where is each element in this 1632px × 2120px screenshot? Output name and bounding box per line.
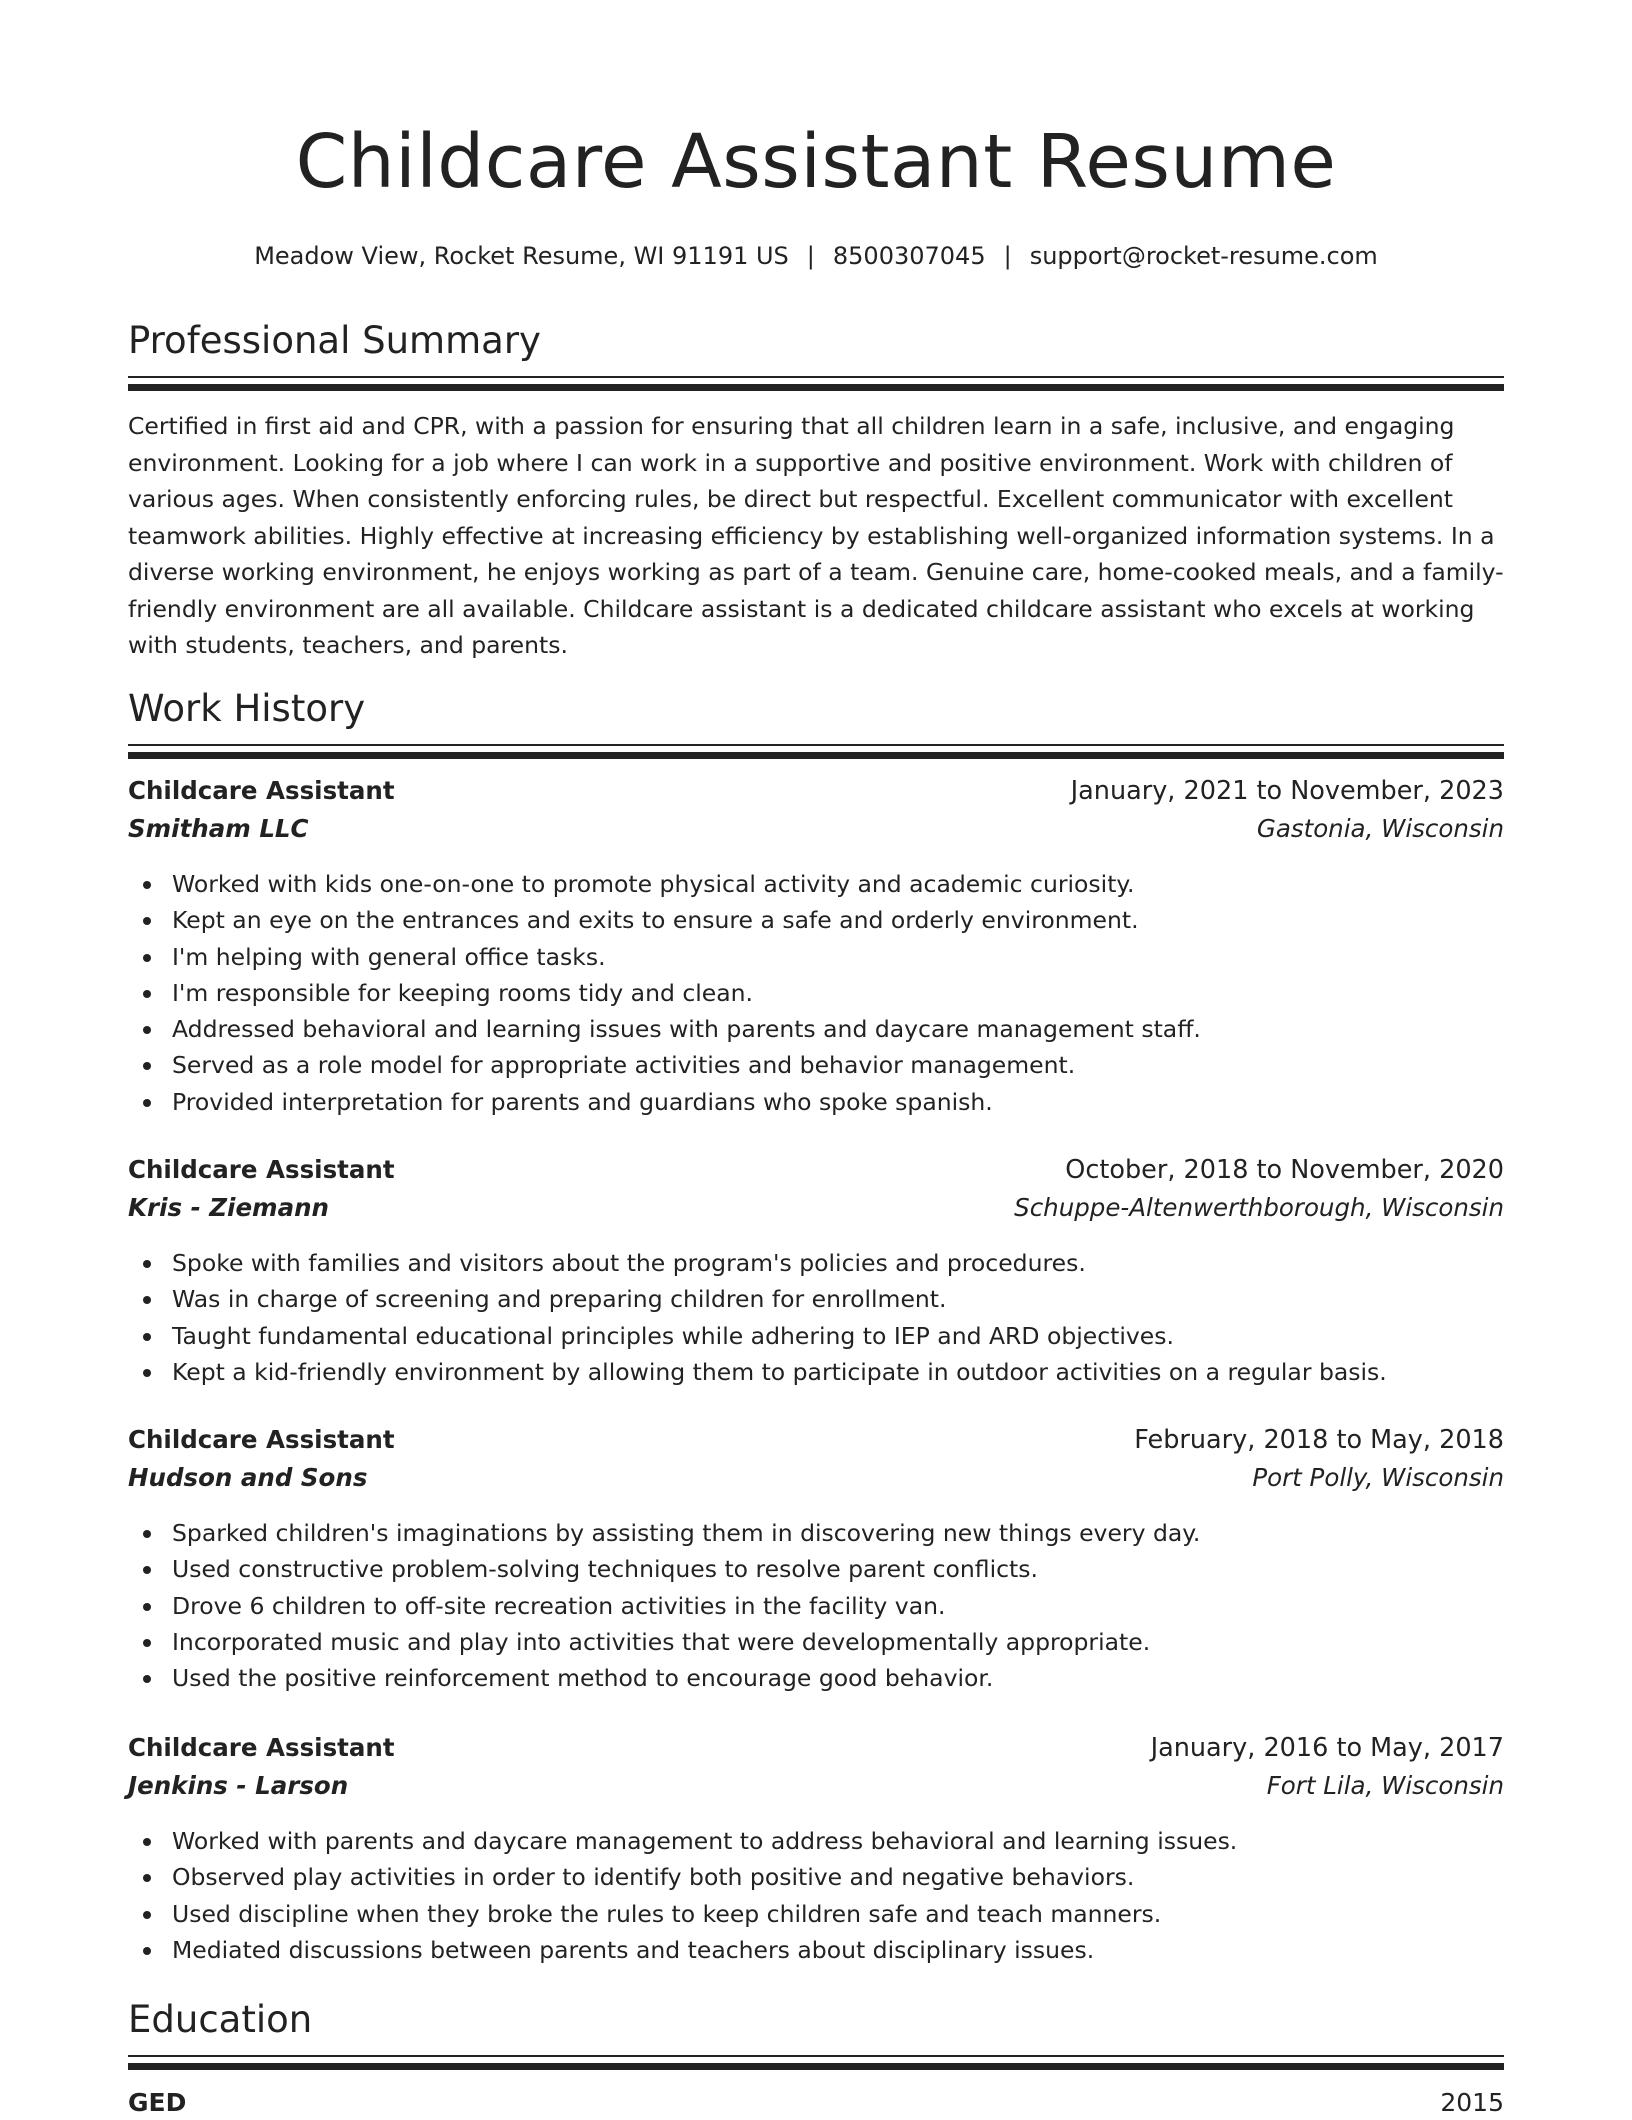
bullet-text: Incorporated music and play into activities that were developmentally appropriate. — [172, 1627, 1151, 1656]
bullet-dot — [143, 1838, 151, 1846]
bullet-dot — [143, 1333, 151, 1341]
work-section-header — [128, 684, 1504, 759]
resume-page — [128, 0, 1504, 2117]
bullet-text: Used the positive reinforcement method to encourage good behavior. — [172, 1664, 994, 1693]
bullet-dot — [143, 1369, 151, 1377]
bullet-dot — [143, 1062, 151, 1070]
education-section-header — [128, 1995, 1504, 2070]
job-location: Schuppe-Altenwerthborough, Wisconsin — [1014, 1193, 1504, 1222]
bullet-text: Kept a kid-friendly environment by allowing them to participate in outdoor activities on a regular basis. — [172, 1357, 1387, 1386]
bullet-dot — [143, 1530, 151, 1538]
job-entry — [128, 1425, 1504, 1696]
bullet-text: Worked with parents and daycare management to address behavioral and learning issues. — [172, 1827, 1238, 1855]
section-divider — [128, 752, 1504, 759]
section-divider — [128, 384, 1504, 391]
bullet-text: Worked with kids one-on-one to promote physical activity and academic curiosity. — [172, 870, 1135, 898]
job-bullet — [128, 1859, 1504, 1895]
job-bullet — [128, 902, 1504, 938]
job-location: Fort Lila, Wisconsin — [1266, 1771, 1504, 1800]
job-bullet — [128, 1084, 1504, 1120]
job-bullet — [128, 1624, 1504, 1660]
bullet-dot — [143, 1874, 151, 1882]
job-location: Gastonia, Wisconsin — [1256, 814, 1504, 843]
bullet-dot — [143, 1260, 151, 1268]
contact-email: support@rocket-resume.com — [1029, 242, 1378, 270]
job-title: Childcare Assistant — [128, 1425, 395, 1454]
bullet-dot — [143, 1639, 151, 1647]
job-entry — [128, 1733, 1504, 1968]
section-divider — [128, 376, 1504, 378]
bullet-dot — [143, 990, 151, 998]
job-subheader-row — [128, 814, 1504, 852]
section-divider — [128, 2055, 1504, 2057]
job-bullet — [128, 939, 1504, 975]
job-bullet — [128, 866, 1504, 902]
section-title-summary: Professional Summary — [128, 319, 541, 362]
job-bullet — [128, 975, 1504, 1011]
job-header-row — [128, 1425, 1504, 1463]
job-title: Childcare Assistant — [128, 1733, 395, 1762]
job-bullet — [128, 1551, 1504, 1587]
job-bullet — [128, 1354, 1504, 1390]
bullet-dot — [143, 1566, 151, 1574]
summary-section-header — [128, 316, 1504, 391]
job-bullet — [128, 1823, 1504, 1859]
resume-title: Childcare Assistant Resume — [295, 119, 1337, 205]
bullet-text: Kept an eye on the entrances and exits to ensure a safe and orderly environment. — [172, 906, 1139, 935]
bullet-dot — [143, 1675, 151, 1683]
summary-text: Certified in first aid and CPR, with a passion for ensuring that all children learn in a safe, inclusive, and engaging environment. Looking for a job where I can work in a supportive and positive environment. Work with children of various ages. When consistently enforcing rules, be direct but respectful. Excellent communicator with excellent teamwork abilities. Highly effective at increasing efficiency by establishing well-organized information systems. In a diverse working environment, he enjoys working as part of a team. Genuine care, home-cooked meals, and a family-friendly environment are all available. Childcare assistant is a dedicated childcare assistant who excels at working with students, teachers, and parents. — [128, 412, 1504, 659]
job-bullet — [128, 1245, 1504, 1281]
job-bullet — [128, 1047, 1504, 1083]
job-bullet — [128, 1588, 1504, 1624]
job-company: Kris - Ziemann — [128, 1193, 330, 1222]
job-title: Childcare Assistant — [128, 1155, 395, 1184]
education-degree: GED — [128, 2088, 187, 2117]
job-header-row — [128, 1155, 1504, 1193]
contact-address: Meadow View, Rocket Resume, WI 91191 US — [254, 242, 789, 270]
bullet-dot — [143, 881, 151, 889]
job-header-row — [128, 1733, 1504, 1771]
bullet-text: Addressed behavioral and learning issues with parents and daycare management staff. — [172, 1015, 1201, 1044]
contact-phone: 8500307045 — [832, 242, 986, 270]
job-subheader-row — [128, 1771, 1504, 1809]
job-bullet-list — [128, 866, 1504, 1120]
job-company: Smitham LLC — [128, 814, 309, 843]
education-year: 2015 — [1440, 2088, 1504, 2117]
bullet-text: Sparked children's imaginations by assisting them in discovering new things every day. — [172, 1519, 1201, 1547]
education-entry — [128, 2086, 1504, 2120]
job-subheader-row — [128, 1463, 1504, 1501]
job-company: Jenkins - Larson — [128, 1771, 349, 1800]
bullet-text: Used constructive problem-solving techniques to resolve parent conflicts. — [172, 1555, 1038, 1584]
bullet-text: Was in charge of screening and preparing children for enrollment. — [172, 1285, 947, 1314]
bullet-dot — [143, 917, 151, 925]
bullet-dot — [143, 954, 151, 962]
job-header-row — [128, 776, 1504, 814]
job-bullet-list — [128, 1823, 1504, 1968]
contact-line — [128, 238, 1504, 274]
job-entry — [128, 1155, 1504, 1390]
job-bullet — [128, 1896, 1504, 1932]
bullet-text: Provided interpretation for parents and guardians who spoke spanish. — [172, 1087, 993, 1116]
bullet-text: Used discipline when they broke the rules to keep children safe and teach manners. — [172, 1899, 1162, 1928]
job-bullet — [128, 1011, 1504, 1047]
job-bullet — [128, 1281, 1504, 1317]
bullet-text: I'm responsible for keeping rooms tidy and clean. — [172, 978, 754, 1007]
bullet-dot — [143, 1947, 151, 1955]
bullet-text: Observed play activities in order to identify both positive and negative behaviors. — [172, 1863, 1135, 1892]
bullet-dot — [143, 1911, 151, 1919]
section-divider — [128, 2063, 1504, 2070]
bullet-dot — [143, 1099, 151, 1107]
job-location: Port Polly, Wisconsin — [1252, 1463, 1504, 1492]
job-bullet-list — [128, 1515, 1504, 1696]
bullet-text: I'm helping with general office tasks. — [172, 942, 606, 971]
bullet-text: Served as a role model for appropriate activities and behavior management. — [172, 1051, 1076, 1080]
section-divider — [128, 744, 1504, 746]
job-bullet — [128, 1660, 1504, 1696]
job-title: Childcare Assistant — [128, 776, 395, 805]
bullet-text: Mediated discussions between parents and teachers about disciplinary issues. — [172, 1935, 1095, 1964]
section-title-work: Work History — [128, 687, 366, 730]
section-title-education: Education — [128, 1998, 313, 2041]
bullet-text: Spoke with families and visitors about the program's policies and procedures. — [172, 1249, 1086, 1277]
contact-separator: | — [806, 242, 815, 270]
bullet-dot — [143, 1603, 151, 1611]
job-dates: January, 2021 to November, 2023 — [1070, 776, 1504, 806]
job-dates: October, 2018 to November, 2020 — [1065, 1155, 1504, 1185]
bullet-text: Taught fundamental educational principles while adhering to IEP and ARD objectives. — [172, 1321, 1174, 1350]
job-subheader-row — [128, 1193, 1504, 1231]
job-bullet-list — [128, 1245, 1504, 1390]
job-bullet — [128, 1932, 1504, 1968]
job-entry — [128, 776, 1504, 1120]
bullet-text: Drove 6 children to off-site recreation activities in the facility van. — [172, 1591, 946, 1620]
job-bullet — [128, 1515, 1504, 1551]
bullet-dot — [143, 1026, 151, 1034]
job-company: Hudson and Sons — [128, 1463, 368, 1492]
job-bullet — [128, 1318, 1504, 1354]
contact-separator: | — [1003, 242, 1012, 270]
bullet-dot — [143, 1296, 151, 1304]
job-dates: February, 2018 to May, 2018 — [1134, 1425, 1504, 1455]
job-dates: January, 2016 to May, 2017 — [1150, 1733, 1504, 1763]
